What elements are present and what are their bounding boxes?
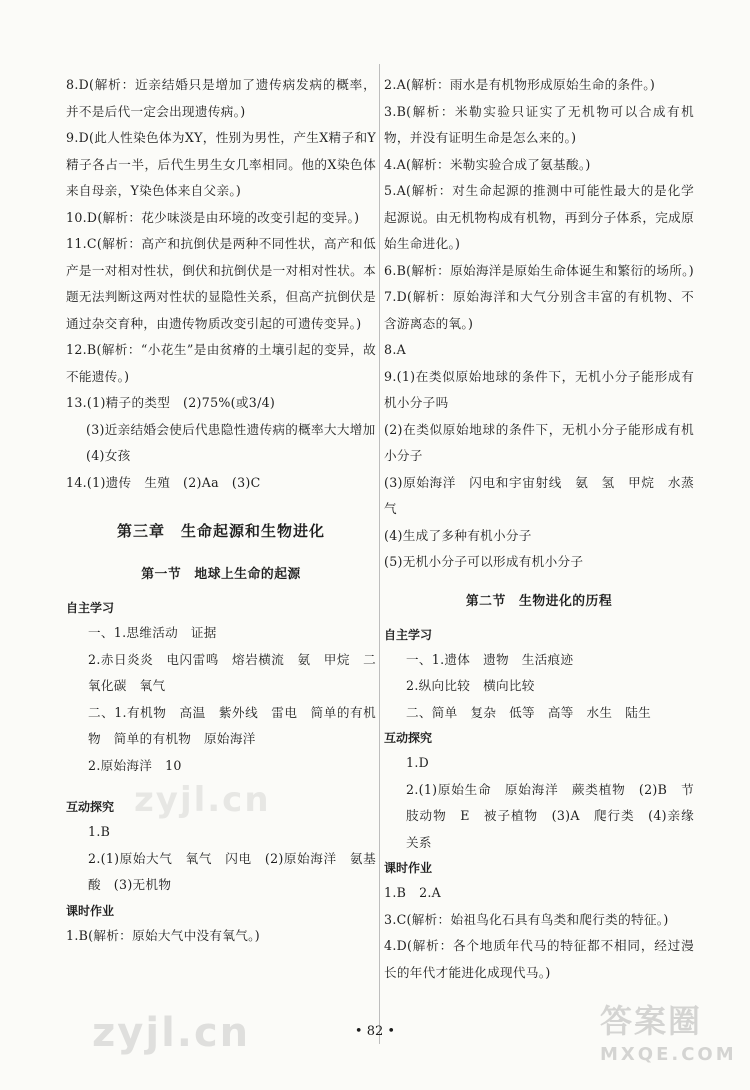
column-divider	[379, 64, 380, 1044]
homework-2-item-1: 1.B 2.A	[384, 885, 442, 900]
self-study-item-3: 二、1.有机物 高温 紫外线 雷电 简单的有机物 简单的有机物 原始海洋	[88, 704, 376, 746]
self-study-2-item-1: 一、1.遗体 遗物 生活痕迹	[406, 651, 574, 667]
section-1-title: 第一节 地球上生命的起源	[141, 567, 301, 582]
homework-2-item-4: 4.D(解析：各个地质年代马的特征都不相同，经过漫长的年代才能进化成现代马。)	[384, 938, 694, 980]
self-study-heading: 自主学习	[66, 601, 115, 615]
logo-subtext: MXQE.COM	[600, 1044, 737, 1065]
answer-9-part1: 9.(1)在类似原始地球的条件下，无机小分子能形成有机小分子吗	[384, 368, 694, 410]
watermark-middle: zyjl.cn	[134, 780, 271, 820]
answer-5: 5.A(解析：对生命起源的推测中可能性最大的是化学起源说。由无机物构成有机物，再到分子体系，完成原始生命进化。)	[384, 183, 694, 251]
self-study-2-item-2: 2.纵向比较 横向比较	[406, 678, 535, 693]
homework-heading-2: 课时作业	[384, 861, 433, 875]
answer-13-part1: 13.(1)精子的类型 (2)75%(或3/4)	[66, 395, 276, 410]
interactive-2-item-1: 1.D	[406, 755, 430, 770]
section-2-title: 第二节 生物进化的历程	[465, 593, 613, 609]
homework-2-item-3: 3.C(解析：始祖鸟化石具有鸟类和爬行类的特征。)	[384, 911, 669, 927]
answer-13-part4: (4)女孩	[86, 448, 131, 463]
answer-10: 10.D(解析：花少味淡是由环境的改变引起的变异。)	[66, 209, 360, 225]
homework-item-1: 1.B(解析：原始大气中没有氧气。)	[66, 927, 260, 943]
answer-6: 6.B(解析：原始海洋是原始生命体诞生和繁衍的场所。)	[384, 262, 694, 278]
watermark-bottom: zyjl.cn	[92, 1010, 251, 1056]
self-study-heading-2: 自主学习	[384, 627, 433, 642]
answer-2: 2.A(解析：雨水是有机物形成原始生命的条件。)	[384, 77, 656, 92]
site-logo	[600, 996, 737, 1076]
answer-8: 8.D(解析：近亲结婚只是增加了遗传病发病的概率，并不是后代一定会出现遗传病。)	[66, 77, 376, 119]
page-number: • 82 •	[354, 1024, 396, 1039]
answer-8-right: 8.A	[384, 342, 407, 357]
answer-11: 11.C(解析：高产和抗倒伏是两种不同性状，高产和低产是一对相对性状，倒伏和抗倒伏是一对相对性状。本题无法判断这两对性状的显隐性关系，但高产抗倒伏是通过杂交育种，由遗传物质改变引起的可遗传变异。)	[66, 236, 376, 331]
self-study-item-4: 2.原始海洋 10	[88, 757, 182, 773]
self-study-item-2: 2.赤日炎炎 电闪雷鸣 熔岩横流 氨 甲烷 二氧化碳 氧气	[88, 651, 376, 693]
answer-9-part5: (5)无机小分子可以形成有机小分子	[384, 554, 584, 569]
answer-14: 14.(1)遗传 生殖 (2)Aa (3)C	[66, 474, 261, 490]
chapter-title: 第三章 生命起源和生物进化	[116, 522, 325, 540]
self-study-2-item-3: 二、简单 复杂 低等 高等 水生 陆生	[406, 704, 651, 720]
homework-heading: 课时作业	[66, 903, 115, 918]
answer-7: 7.D(解析：原始海洋和大气分别含丰富的有机物、不含游离态的氧。)	[384, 289, 694, 331]
right-column	[384, 72, 694, 986]
interactive-item-2: 2.(1)原始大气 氧气 闪电 (2)原始海洋 氨基酸 (3)无机物	[88, 850, 376, 892]
interactive-2-item-2: 2.(1)原始生命 原始海洋 蕨类植物 (2)B 节肢动物 E 被子植物 (3)A 爬行类 (4)亲缘关系	[406, 781, 694, 850]
self-study-item-1: 一、1.思维活动 证据	[88, 625, 217, 640]
logo-text: 答案圈	[600, 1002, 703, 1040]
answer-9-part2: (2)在类似原始地球的条件下，无机小分子能形成有机小分子	[384, 421, 694, 463]
answer-9-part3: (3)原始海洋 闪电和宇宙射线 氨 氢 甲烷 水蒸气	[384, 474, 694, 516]
answer-4: 4.A(解析：米勒实验合成了氨基酸。)	[384, 156, 591, 172]
interactive-item-1: 1.B	[88, 824, 111, 839]
answer-9-part4: (4)生成了多种有机小分子	[384, 527, 532, 543]
answer-3: 3.B(解析：米勒实验只证实了无机物可以合成有机物，并没有证明生命是怎么来的。)	[384, 103, 694, 145]
answer-9: 9.D(此人性染色体为XY，性别为男性，产生X精子和Y精子各占一半，后代生男生女几率相同。他的X染色体来自母亲，Y染色体来自父亲。)	[66, 130, 376, 198]
answer-13-part3: (3)近亲结婚会使后代患隐性遗传病的概率大大增加	[86, 421, 376, 437]
interactive-heading-2: 互动探究	[384, 731, 433, 745]
interactive-heading: 互动探究	[66, 800, 115, 814]
answer-12: 12.B(解析：“小花生”是由贫瘠的土壤引起的变异，故不能遗传。)	[66, 342, 376, 384]
